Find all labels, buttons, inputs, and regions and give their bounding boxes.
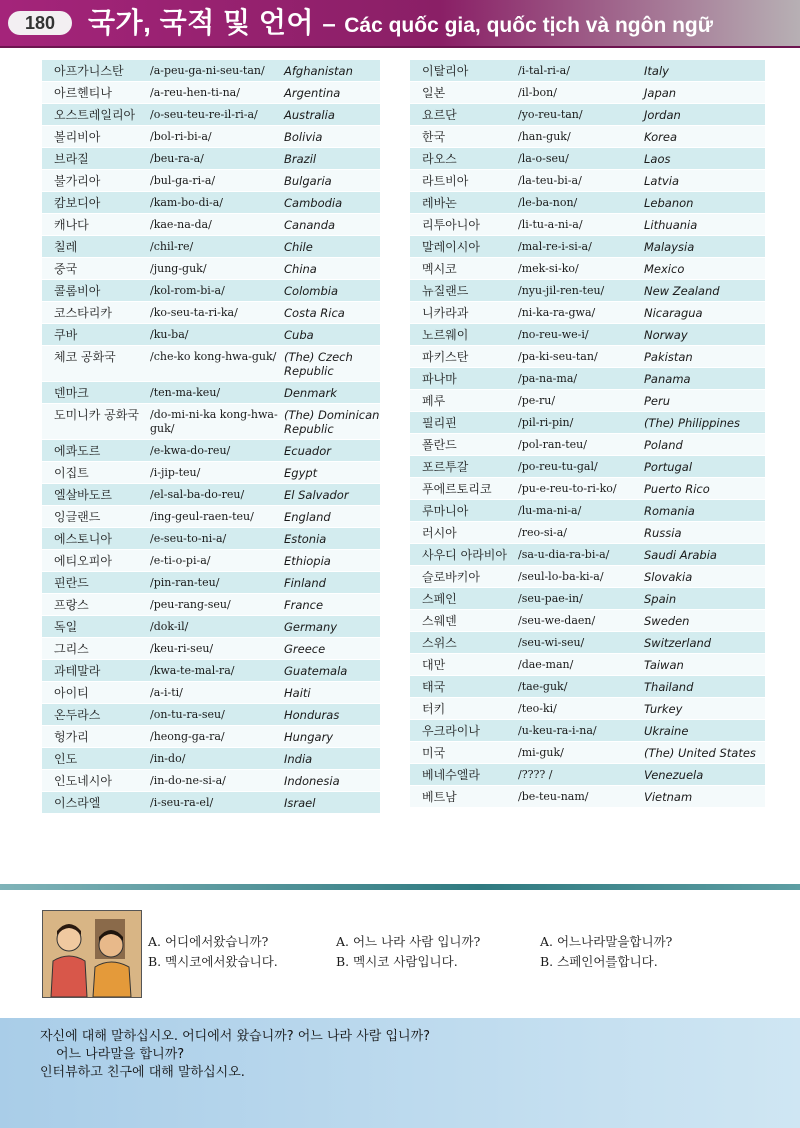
table-row [42,440,380,462]
country-korean-name: 인도네시아 [54,774,112,788]
country-korean-name: 파나마 [422,372,457,386]
dialogue-column-1 [148,932,278,972]
table-row [410,82,765,104]
footer-line-3: 인터뷰하고 친구에 대해 말하십시오. [40,1065,245,1080]
country-romanization: /a-i-ti/ [150,686,183,699]
dialogue-answer-1: B. 멕시코에서왔습니다. [148,954,278,969]
country-romanization: /???? / [518,768,553,781]
country-romanization: /e-ti-o-pi-a/ [150,554,211,567]
table-row [410,192,765,214]
country-romanization: /pe-ru/ [518,394,556,407]
table-row [42,324,380,346]
country-english-name: Korea [644,130,678,144]
country-korean-name: 우크라이나 [422,724,480,738]
dialogue-column-3 [540,932,672,972]
table-row [410,258,765,280]
country-korean-name: 대만 [422,658,446,672]
country-romanization: /a-reu-hen-ti-na/ [150,86,240,99]
country-korean-name: 터키 [422,702,446,716]
country-english-name: Saudi Arabia [644,548,717,562]
country-english-name: Italy [644,64,669,78]
table-row [42,258,380,280]
table-row [42,660,380,682]
country-korean-name: 핀란드 [54,576,89,590]
country-romanization: /in-do-ne-si-a/ [150,774,226,787]
country-english-name: Guatemala [284,664,348,678]
country-english-name: Cananda [284,218,336,232]
table-row [410,434,765,456]
country-korean-name: 니카라과 [422,306,469,320]
table-row [410,786,765,808]
country-romanization: /la-o-seu/ [518,152,569,165]
footer-instructions [0,1018,800,1128]
table-row [42,82,380,104]
country-english-name: (The) United States [644,746,756,760]
country-romanization: /che-ko kong-hwa-guk/ [150,350,277,363]
country-romanization: /nyu-jil-ren-teu/ [518,284,605,297]
country-english-name: Taiwan [644,658,684,672]
country-romanization: /i-tal-ri-a/ [518,64,570,77]
country-korean-name: 리투아니아 [422,218,480,232]
country-korean-name: 멕시코 [422,262,457,276]
country-korean-name: 뉴질랜드 [422,284,469,298]
country-romanization: /heong-ga-ra/ [150,730,225,743]
country-english-name: Laos [644,152,671,166]
country-english-name: Greece [284,642,326,656]
country-romanization: /pa-na-ma/ [518,372,578,385]
table-row [42,550,380,572]
country-korean-name: 필리핀 [422,416,457,430]
table-row [42,104,380,126]
country-korean-name: 말레이시아 [422,240,480,254]
table-row [410,544,765,566]
table-row [42,404,380,440]
table-row [42,638,380,660]
country-romanization: /pu-e-reu-to-ri-ko/ [518,482,617,495]
country-english-name: Switzerland [644,636,712,650]
country-korean-name: 독일 [54,620,78,634]
country-english-name: New Zealand [644,284,720,298]
country-romanization: /mi-guk/ [518,746,564,759]
table-row [410,170,765,192]
country-english-name: England [284,510,331,524]
country-korean-name: 프랑스 [54,598,89,612]
country-english-name: (The) Czech Republic [284,350,353,378]
country-korean-name: 잉글랜드 [54,510,101,524]
country-english-name: Peru [644,394,671,408]
country-romanization: /no-reu-we-i/ [518,328,589,341]
country-korean-name: 중국 [54,262,78,276]
country-english-name: El Salvador [284,488,349,502]
country-english-name: Lithuania [644,218,698,232]
country-english-name: China [284,262,317,276]
country-english-name: Costa Rica [284,306,345,320]
table-row [410,302,765,324]
country-english-name: Jordan [644,108,681,122]
country-english-name: Ethiopia [284,554,331,568]
country-korean-name: 과테말라 [54,664,101,678]
country-english-name: Norway [644,328,688,342]
table-row [42,770,380,792]
table-row [410,368,765,390]
country-romanization: /beu-ra-a/ [150,152,204,165]
country-english-name: Finland [284,576,326,590]
country-korean-name: 베네수엘라 [422,768,480,782]
table-row [42,382,380,404]
header-bar [0,0,800,48]
country-korean-name: 사우디 아라비아 [422,548,507,562]
table-row [42,506,380,528]
country-romanization: /seul-lo-ba-ki-a/ [518,570,604,583]
country-english-name: Indonesia [284,774,340,788]
country-korean-name: 콜롬비아 [54,284,101,298]
country-romanization: /peu-rang-seu/ [150,598,231,611]
country-english-name: Pakistan [644,350,693,364]
table-row [42,346,380,382]
country-romanization: /sa-u-dia-ra-bi-a/ [518,548,610,561]
country-english-name: Romania [644,504,695,518]
country-romanization: /e-kwa-do-reu/ [150,444,231,457]
table-row [410,126,765,148]
country-korean-name: 인도 [54,752,78,766]
country-english-name: Cuba [284,328,314,342]
country-korean-name: 브라질 [54,152,89,166]
country-korean-name: 러시아 [422,526,457,540]
table-row [42,148,380,170]
country-korean-name: 스웨덴 [422,614,457,628]
country-korean-name: 에스토니아 [54,532,112,546]
table-row [410,456,765,478]
country-korean-name: 칠레 [54,240,78,254]
page-number: 180 [8,11,72,35]
country-romanization: /ing-geul-raen-teu/ [150,510,254,523]
country-korean-name: 폴란드 [422,438,457,452]
table-row [42,682,380,704]
country-korean-name: 이집트 [54,466,89,480]
country-english-name: Hungary [284,730,334,744]
country-romanization: /le-ba-non/ [518,196,578,209]
country-korean-name: 그리스 [54,642,89,656]
country-romanization: /i-jip-teu/ [150,466,201,479]
country-korean-name: 베트남 [422,790,457,804]
table-row [410,148,765,170]
table-row [42,462,380,484]
country-romanization: /pa-ki-seu-tan/ [518,350,598,363]
country-english-name: Ecuador [284,444,331,458]
country-english-name: Sweden [644,614,690,628]
table-row [410,390,765,412]
table-row [410,104,765,126]
table-row [42,126,380,148]
country-romanization: /seu-we-daen/ [518,614,596,627]
country-korean-name: 온두라스 [54,708,101,722]
country-english-name: Egypt [284,466,318,480]
country-korean-name: 도미니카 공화국 [54,408,139,422]
country-english-name: Haiti [284,686,311,700]
country-korean-name: 슬로바키아 [422,570,480,584]
table-row [42,170,380,192]
country-english-name: Panama [644,372,691,386]
country-english-name: Israel [284,796,316,810]
country-english-name: Venezuela [644,768,704,782]
country-english-name: Estonia [284,532,327,546]
country-romanization: /do-mi-ni-ka kong-hwa-guk/ [150,408,278,435]
table-row [410,632,765,654]
country-romanization: /u-keu-ra-i-na/ [518,724,597,737]
table-row [42,214,380,236]
country-english-name: Colombia [284,284,339,298]
country-english-name: France [284,598,324,612]
table-row [410,236,765,258]
country-english-name: Bulgaria [284,174,332,188]
dialogue-question-1: A. 어디에서왔습니까? [148,934,269,949]
country-romanization: /ko-seu-ta-ri-ka/ [150,306,238,319]
country-romanization: /dae-man/ [518,658,574,671]
table-row [410,566,765,588]
country-romanization: /seu-pae-in/ [518,592,583,605]
table-row [410,280,765,302]
table-row [410,324,765,346]
table-row [42,616,380,638]
dialogue-question-2: A. 어느 나라 사람 입니까? [336,934,481,949]
country-korean-name: 스위스 [422,636,457,650]
country-english-name: (The) Dominican Republic [284,408,380,436]
country-romanization: /teo-ki/ [518,702,557,715]
country-korean-name: 루마니아 [422,504,469,518]
country-romanization: /jung-guk/ [150,262,207,275]
country-english-name: Mexico [644,262,685,276]
country-korean-name: 일본 [422,86,446,100]
table-row [42,192,380,214]
table-row [410,698,765,720]
country-romanization: /yo-reu-tan/ [518,108,583,121]
table-row [42,528,380,550]
page-title [88,6,713,40]
country-english-name: Argentina [284,86,341,100]
table-row [42,302,380,324]
country-romanization: /e-seu-to-ni-a/ [150,532,227,545]
country-english-name: Denmark [284,386,337,400]
table-row [410,60,765,82]
table-row [410,610,765,632]
country-korean-name: 체코 공화국 [54,350,116,364]
country-romanization: /pil-ri-pin/ [518,416,574,429]
country-korean-name: 미국 [422,746,446,760]
country-korean-name: 푸에르토리코 [422,482,492,496]
country-korean-name: 한국 [422,130,446,144]
dialogue-question-3: A. 어느나라말을합니까? [540,934,673,949]
country-korean-name: 아이티 [54,686,89,700]
country-romanization: /reo-si-a/ [518,526,567,539]
country-romanization: /kae-na-da/ [150,218,212,231]
country-korean-name: 스페인 [422,592,457,606]
people-illustration-icon [43,911,141,997]
country-korean-name: 아프가니스탄 [54,64,124,78]
country-korean-name: 요르단 [422,108,457,122]
country-korean-name: 이탈리아 [422,64,469,78]
country-romanization: /kwa-te-mal-ra/ [150,664,235,677]
country-english-name: India [284,752,313,766]
country-english-name: Turkey [644,702,683,716]
country-english-name: Germany [284,620,338,634]
footer-line-1: 자신에 대해 말하십시오. 어디에서 왔습니까? 어느 나라 사람 입니까? [40,1029,431,1044]
table-row [410,764,765,786]
country-romanization: /lu-ma-ni-a/ [518,504,582,517]
country-romanization: /a-peu-ga-ni-seu-tan/ [150,64,265,77]
country-korean-name: 캄보디아 [54,196,101,210]
table-row [410,500,765,522]
country-romanization: /kol-rom-bi-a/ [150,284,225,297]
country-korean-name: 덴마크 [54,386,89,400]
title-dash: – [322,11,336,38]
country-korean-name: 라오스 [422,152,457,166]
table-row [410,720,765,742]
country-romanization: /tae-guk/ [518,680,568,693]
country-romanization: /han-guk/ [518,130,571,143]
country-romanization: /be-teu-nam/ [518,790,589,803]
table-row [410,742,765,764]
country-english-name: Thailand [644,680,694,694]
country-romanization: /ni-ka-ra-gwa/ [518,306,596,319]
dialogue-answer-2: B. 멕시코 사람입니다. [336,954,458,969]
country-romanization: /kam-bo-di-a/ [150,196,223,209]
table-row [410,588,765,610]
table-row [42,792,380,814]
table-row [410,522,765,544]
table-row [410,412,765,434]
country-english-name: Spain [644,592,677,606]
country-korean-name: 쿠바 [54,328,78,342]
table-row [42,594,380,616]
country-korean-name: 포르투갈 [422,460,469,474]
country-romanization: /po-reu-tu-gal/ [518,460,598,473]
country-korean-name: 볼리비아 [54,130,101,144]
country-english-name: Japan [644,86,677,100]
country-romanization: /seu-wi-seu/ [518,636,585,649]
country-romanization: /ku-ba/ [150,328,189,341]
title-korean: 국가, 국적 및 언어 [88,7,314,38]
table-row [42,704,380,726]
country-english-name: Australia [284,108,335,122]
country-english-name: Nicaragua [644,306,703,320]
country-korean-name: 태국 [422,680,446,694]
country-english-name: Brazil [284,152,317,166]
country-korean-name: 엘살바도르 [54,488,112,502]
table-row [410,346,765,368]
table-row [42,484,380,506]
country-english-name: Ukraine [644,724,689,738]
country-korean-name: 헝가리 [54,730,89,744]
country-korean-name: 코스타리카 [54,306,112,320]
section-divider [0,884,800,890]
illustration-two-men [42,910,142,998]
country-korean-name: 파키스탄 [422,350,469,364]
country-english-name: Honduras [284,708,340,722]
country-english-name: Poland [644,438,683,452]
country-english-name: Cambodia [284,196,343,210]
country-korean-name: 라트비아 [422,174,469,188]
country-korean-name: 아르헨티나 [54,86,112,100]
country-korean-name: 노르웨이 [422,328,469,342]
country-korean-name: 이스라엘 [54,796,101,810]
country-english-name: Latvia [644,174,680,188]
country-romanization: /bol-ri-bi-a/ [150,130,212,143]
country-romanization: /ten-ma-keu/ [150,386,221,399]
table-row [410,214,765,236]
country-english-name: Bolivia [284,130,323,144]
table-row [42,748,380,770]
table-row [42,726,380,748]
table-row [410,676,765,698]
country-english-name: Lebanon [644,196,694,210]
country-table-left [42,60,380,814]
country-korean-name: 캐나다 [54,218,89,232]
table-row [42,236,380,258]
dialogue-column-2 [336,932,480,972]
country-korean-name: 에콰도르 [54,444,101,458]
country-english-name: Puerto Rico [644,482,710,496]
country-romanization: /pol-ran-teu/ [518,438,587,451]
table-row [42,60,380,82]
country-english-name: (The) Philippines [644,416,740,430]
country-romanization: /il-bon/ [518,86,557,99]
country-romanization: /li-tu-a-ni-a/ [518,218,583,231]
country-romanization: /on-tu-ra-seu/ [150,708,225,721]
country-romanization: /la-teu-bi-a/ [518,174,582,187]
dialogue-answer-3: B. 스페인어를합니다. [540,954,658,969]
country-romanization: /dok-il/ [150,620,189,633]
country-romanization: /mek-si-ko/ [518,262,579,275]
footer-line-2: 어느 나라말을 합니까? [56,1047,185,1062]
country-english-name: Slovakia [644,570,693,584]
table-row [42,572,380,594]
country-romanization: /pin-ran-teu/ [150,576,220,589]
country-romanization: /i-seu-ra-el/ [150,796,214,809]
country-english-name: Malaysia [644,240,695,254]
country-table-right [410,60,765,808]
country-romanization: /keu-ri-seu/ [150,642,214,655]
country-korean-name: 페루 [422,394,446,408]
country-romanization: /el-sal-ba-do-reu/ [150,488,245,501]
country-romanization: /chil-re/ [150,240,194,253]
country-korean-name: 오스트레일리아 [54,108,136,122]
table-row [410,478,765,500]
country-english-name: Chile [284,240,313,254]
table-row [42,280,380,302]
country-english-name: Russia [644,526,682,540]
title-vietnamese: Các quốc gia, quốc tịch và ngôn ngữ [344,14,713,37]
country-korean-name: 레바논 [422,196,457,210]
country-english-name: Afghanistan [284,64,353,78]
country-romanization: /bul-ga-ri-a/ [150,174,216,187]
country-english-name: Portugal [644,460,693,474]
table-row [410,654,765,676]
country-romanization: /in-do/ [150,752,186,765]
country-english-name: Vietnam [644,790,693,804]
country-romanization: /mal-re-i-si-a/ [518,240,592,253]
country-korean-name: 에티오피아 [54,554,112,568]
country-korean-name: 불가리아 [54,174,101,188]
country-romanization: /o-seu-teu-re-il-ri-a/ [150,108,258,121]
